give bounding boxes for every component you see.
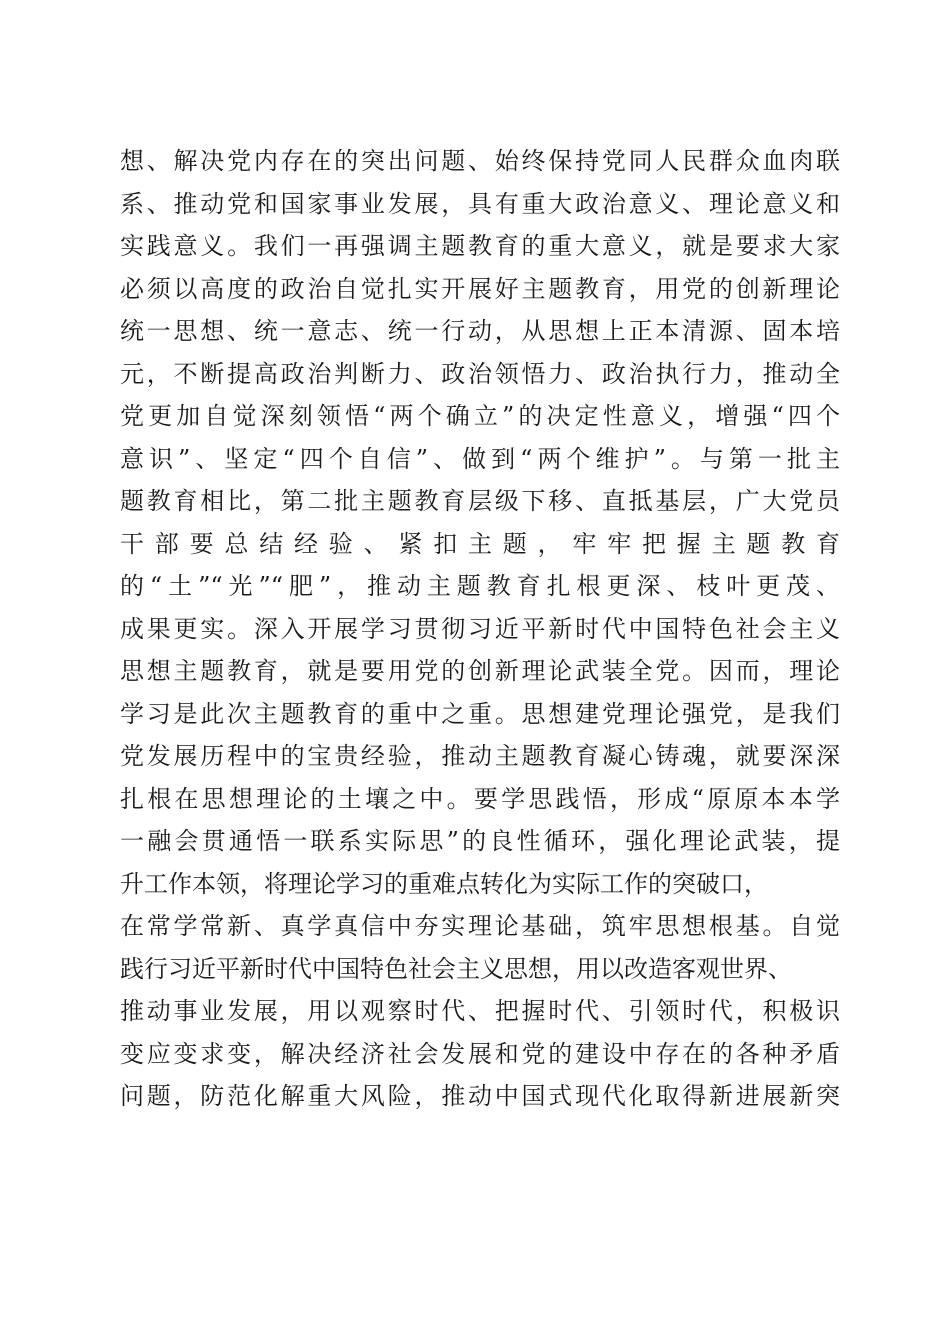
text-line: 题教育相比，第二批主题教育层级下移、直抵基层，广大党员 bbox=[120, 487, 840, 515]
text-line: 变应变求变，解决经济社会发展和党的建设中存在的各种矛盾 bbox=[120, 1039, 840, 1068]
body-paragraph bbox=[120, 140, 840, 1118]
text-line: 问题，防范化解重大风险，推动中国式现代化取得新进展新突 bbox=[120, 1082, 840, 1110]
text-line: 扎根在思想理论的土壤之中。要学思践悟，形成“原原本本学 bbox=[120, 784, 840, 813]
text-line: 元，不断提高政治判断力、政治领悟力、政治执行力，推动全 bbox=[120, 359, 840, 388]
text-line: 党发展历程中的宝贵经验，推动主题教育凝心铸魂，就要深深 bbox=[120, 742, 840, 770]
text-line: 升工作本领，将理论学习的重难点转化为实际工作的突破口， bbox=[120, 869, 768, 898]
text-line: 在常学常新、真学真信中夯实理论基础，筑牢思想根基。自觉 bbox=[120, 912, 840, 940]
text-line: 践行习近平新时代中国特色社会主义思想，用以改造客观世界、 bbox=[120, 954, 792, 983]
text-line: 学习是此次主题教育的重中之重。思想建党理论强党，是我们 bbox=[120, 699, 840, 728]
text-line: 必须以高度的政治自觉扎实开展好主题教育，用党的创新理论 bbox=[120, 274, 840, 303]
text-line: 成果更实。深入开展学习贯彻习近平新时代中国特色社会主义 bbox=[120, 614, 840, 643]
text-line: 干部要总结经验、紧扣主题，牢牢把握主题教育 bbox=[120, 529, 840, 558]
text-line: 想、解决党内存在的突出问题、始终保持党同人民群众血肉联 bbox=[120, 147, 840, 175]
text-line: 的“土”“光”“肥”，推动主题教育扎根更深、枝叶更茂、 bbox=[120, 572, 840, 600]
text-line: 一融会贯通悟一联系实际思”的良性循环，强化理论武装，提 bbox=[120, 827, 840, 855]
text-line: 实践意义。我们一再强调主题教育的重大意义，就是要求大家 bbox=[120, 232, 840, 260]
text-line: 推动事业发展，用以观察时代、把握时代、引领时代，积极识 bbox=[120, 997, 840, 1025]
text-line: 思想主题教育，就是要用党的创新理论武装全党。因而，理论 bbox=[120, 657, 840, 685]
text-line: 意识”、坚定“四个自信”、做到“两个维护”。与第一批主 bbox=[120, 444, 840, 473]
text-line: 系、推动党和国家事业发展，具有重大政治意义、理论意义和 bbox=[120, 189, 840, 218]
text-line: 党更加自觉深刻领悟“两个确立”的决定性意义，增强“四个 bbox=[120, 402, 840, 430]
text-line: 统一思想、统一意志、统一行动，从思想上正本清源、固本培 bbox=[120, 317, 840, 345]
